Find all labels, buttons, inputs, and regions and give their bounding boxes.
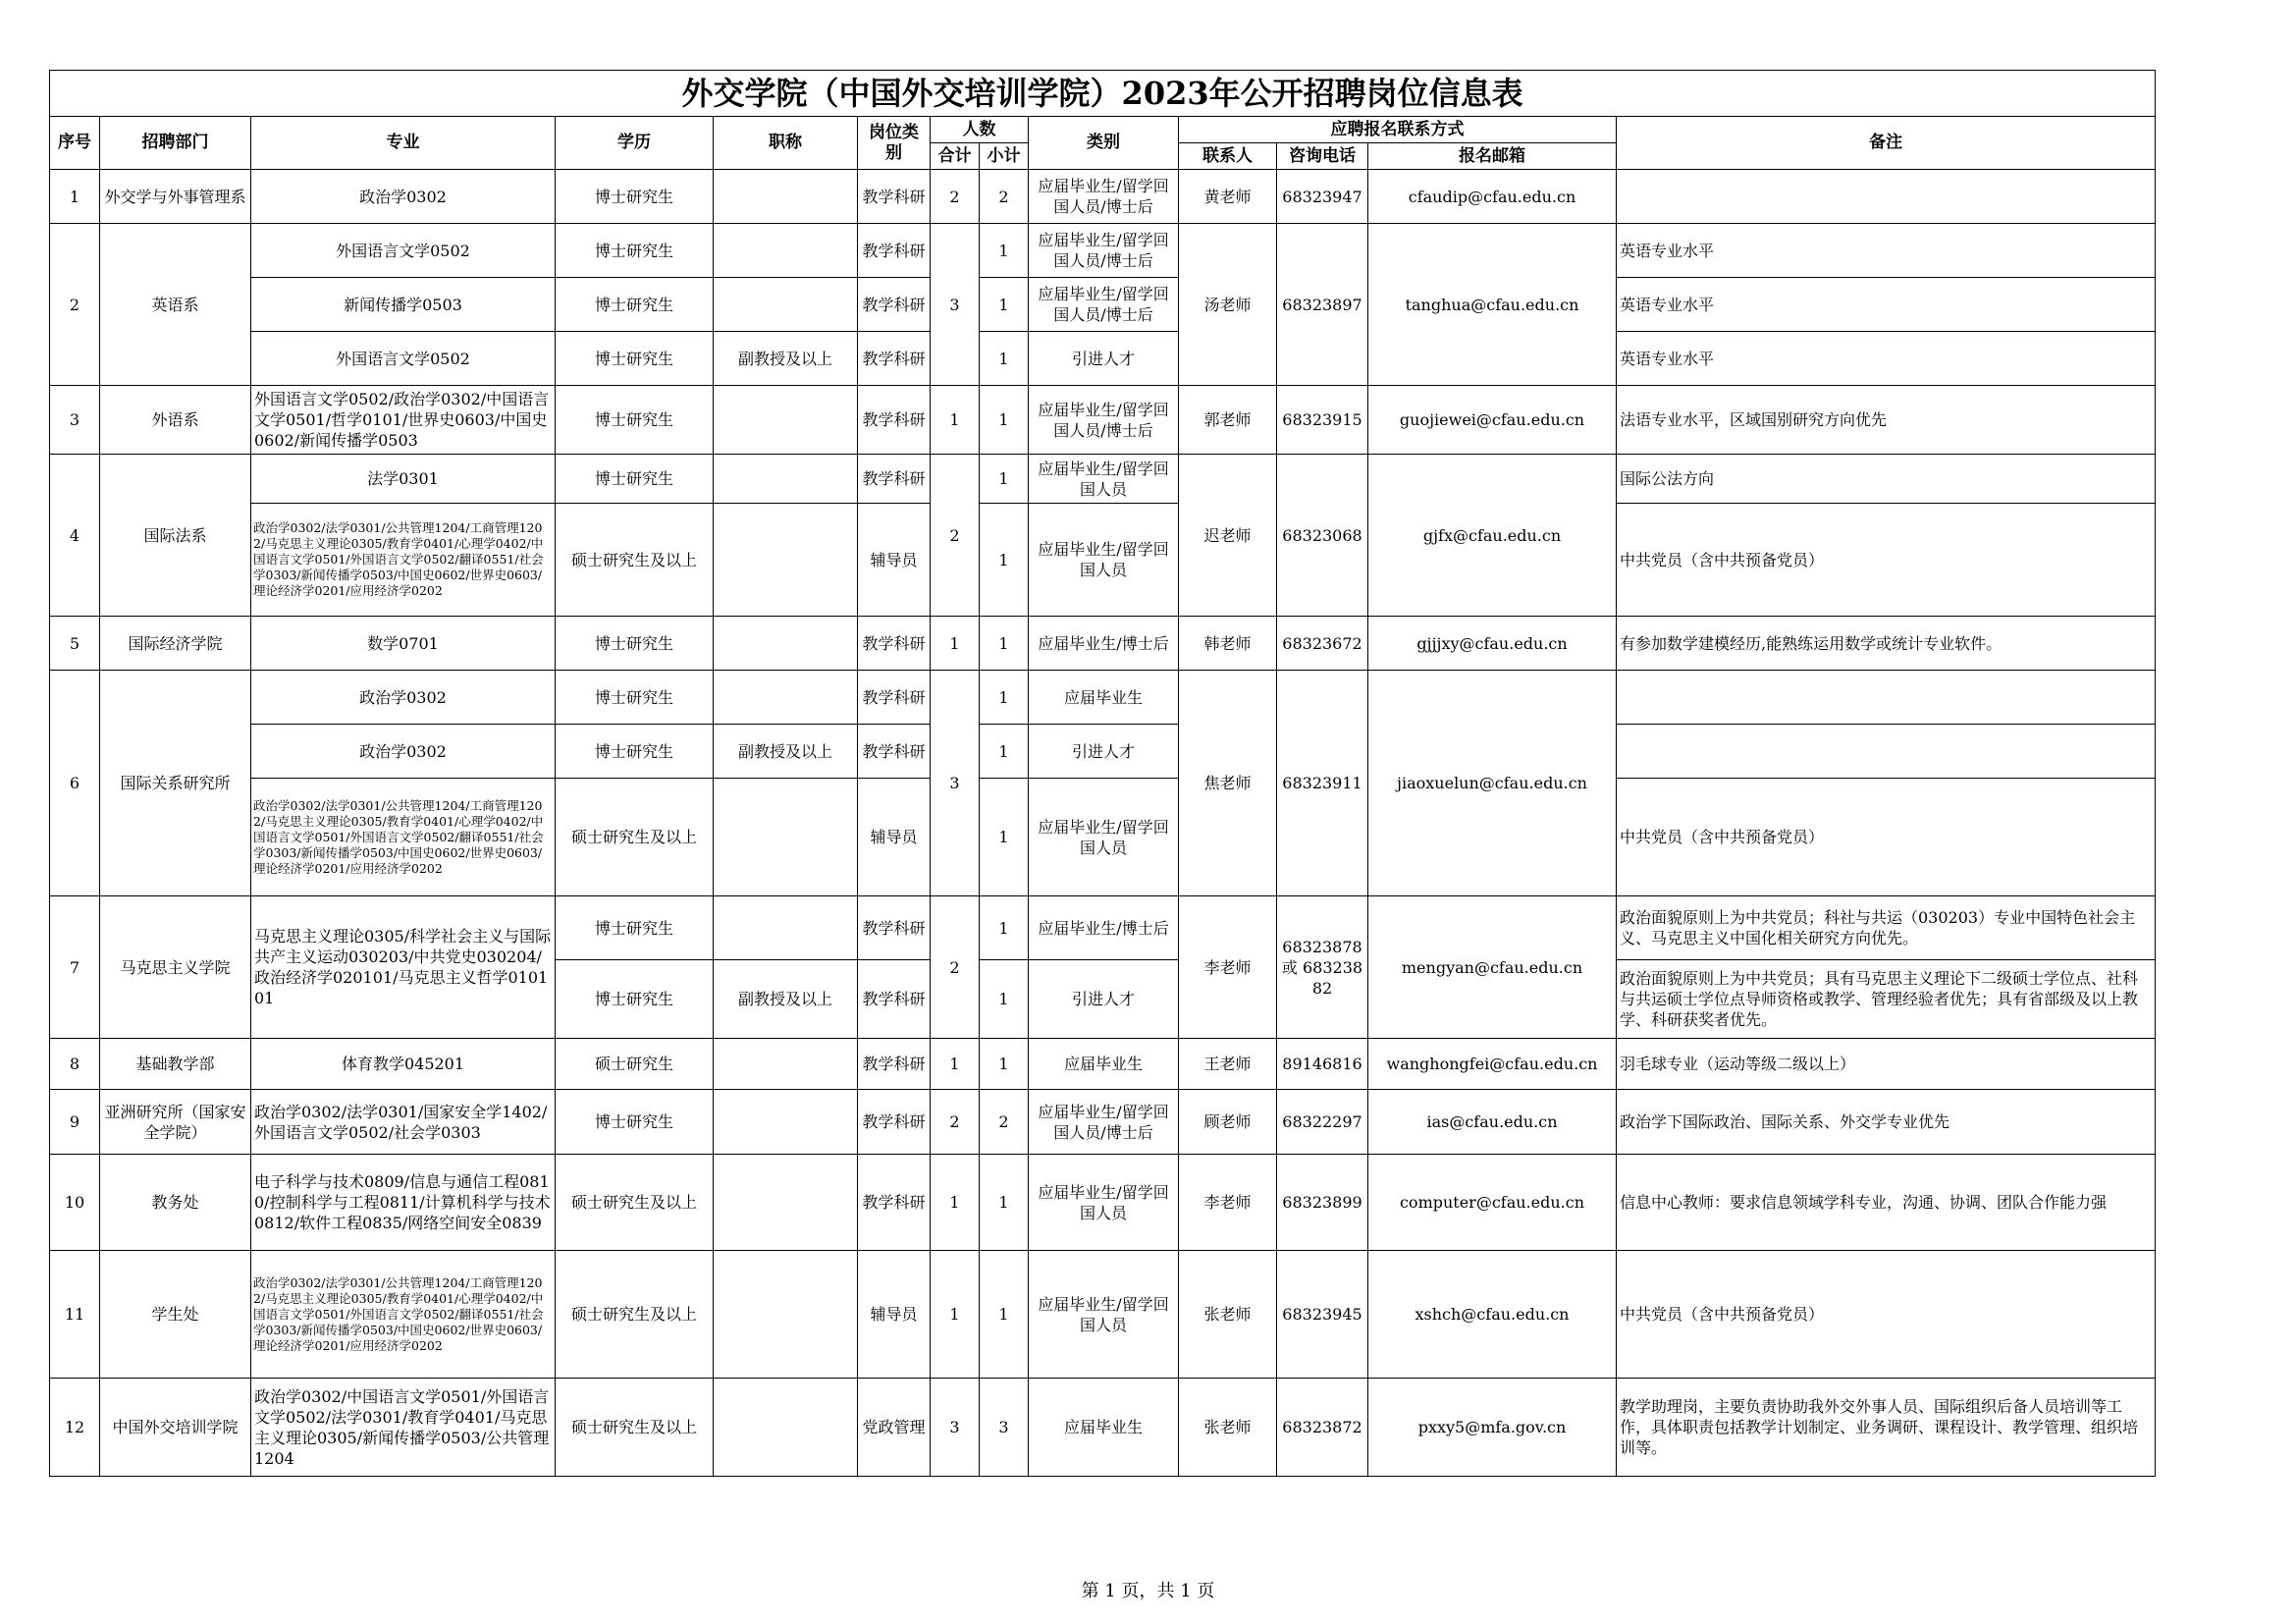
cell-total: 3	[931, 671, 980, 896]
table-row	[50, 170, 2156, 224]
cell-note: 教学助理岗，主要负责协助我外交外事人员、国际组织后备人员培训等工作，具体职责包括教学计划制定、业务调研、课程设计、教学管理、组织培训等。	[1617, 1379, 2156, 1477]
cell-seq: 7	[50, 896, 100, 1039]
col-header-contact: 联系人	[1179, 143, 1277, 170]
cell-sub: 3	[980, 1379, 1029, 1477]
cell-total: 1	[931, 1039, 980, 1090]
cell-post: 教学科研	[858, 725, 931, 779]
cell-seq: 8	[50, 1039, 100, 1090]
col-header-category: 类别	[1029, 117, 1179, 170]
cell-category: 应届毕业生	[1029, 671, 1179, 725]
cell-note: 英语专业水平	[1617, 224, 2156, 278]
cell-degree: 博士研究生	[556, 725, 714, 779]
cell-seq: 12	[50, 1379, 100, 1477]
cell-dept: 中国外交培训学院	[100, 1379, 251, 1477]
cell-phone: 68323872	[1277, 1379, 1368, 1477]
cell-sub: 1	[980, 725, 1029, 779]
cell-sub: 1	[980, 671, 1029, 725]
page-title: 外交学院（中国外交培训学院）2023年公开招聘岗位信息表	[50, 71, 2156, 117]
cell-rank	[714, 779, 858, 896]
cell-note: 政治面貌原则上为中共党员；科社与共运（030203）专业中国特色社会主义、马克思主义中国化相关研究方向优先。	[1617, 896, 2156, 960]
cell-post: 教学科研	[858, 224, 931, 278]
page-footer: 第 1 页，共 1 页	[1081, 1581, 1215, 1601]
cell-note: 羽毛球专业（运动等级二级以上）	[1617, 1039, 2156, 1090]
cell-contact: 郭老师	[1179, 386, 1277, 455]
cell-major: 政治学0302/中国语言文学0501/外国语言文学0502/法学0301/教育学0401/马克思主义理论0305/新闻传播学0503/公共管理1204	[251, 1379, 556, 1477]
table-row	[50, 386, 2156, 455]
col-header-seq: 序号	[50, 117, 100, 170]
col-header-major: 专业	[251, 117, 556, 170]
col-header-dept: 招聘部门	[100, 117, 251, 170]
cell-major: 政治学0302	[251, 725, 556, 779]
cell-email: gjjjxy@cfau.edu.cn	[1368, 617, 1617, 671]
cell-email: guojiewei@cfau.edu.cn	[1368, 386, 1617, 455]
cell-contact: 李老师	[1179, 1155, 1277, 1251]
cell-post: 教学科研	[858, 1039, 931, 1090]
cell-category: 引进人才	[1029, 725, 1179, 779]
cell-note: 中共党员（含中共预备党员）	[1617, 504, 2156, 617]
cell-phone: 68323911	[1277, 671, 1368, 896]
recruitment-table	[49, 70, 2156, 1477]
cell-category: 应届毕业生/留学回国人员	[1029, 1251, 1179, 1379]
cell-major: 外国语言文学0502	[251, 332, 556, 386]
cell-degree: 硕士研究生及以上	[556, 779, 714, 896]
cell-phone: 68323945	[1277, 1251, 1368, 1379]
table-row	[50, 1090, 2156, 1155]
cell-contact: 黄老师	[1179, 170, 1277, 224]
cell-email: ias@cfau.edu.cn	[1368, 1090, 1617, 1155]
cell-dept: 学生处	[100, 1251, 251, 1379]
cell-dept: 国际法系	[100, 455, 251, 617]
table-row	[50, 896, 2156, 960]
cell-degree: 博士研究生	[556, 224, 714, 278]
cell-seq: 5	[50, 617, 100, 671]
cell-rank	[714, 224, 858, 278]
col-header-phone: 咨询电话	[1277, 143, 1368, 170]
col-header-count: 人数	[931, 117, 1029, 143]
col-header-degree: 学历	[556, 117, 714, 170]
cell-major: 新闻传播学0503	[251, 278, 556, 332]
cell-seq: 3	[50, 386, 100, 455]
cell-email: pxxy5@mfa.gov.cn	[1368, 1379, 1617, 1477]
cell-category: 应届毕业生/留学回国人员	[1029, 504, 1179, 617]
cell-phone: 68323068	[1277, 455, 1368, 617]
table-row	[50, 224, 2156, 278]
cell-rank	[714, 671, 858, 725]
cell-note: 有参加数学建模经历,能熟练运用数学或统计专业软件。	[1617, 617, 2156, 671]
cell-post: 教学科研	[858, 671, 931, 725]
cell-total: 2	[931, 1090, 980, 1155]
cell-sub: 1	[980, 224, 1029, 278]
cell-rank: 副教授及以上	[714, 960, 858, 1039]
cell-total: 3	[931, 1379, 980, 1477]
table-row	[50, 671, 2156, 725]
cell-category: 应届毕业生/留学回国人员/博士后	[1029, 278, 1179, 332]
table-row	[50, 1379, 2156, 1477]
cell-email: jiaoxuelun@cfau.edu.cn	[1368, 671, 1617, 896]
table-row	[50, 617, 2156, 671]
cell-seq: 1	[50, 170, 100, 224]
cell-contact: 韩老师	[1179, 617, 1277, 671]
cell-sub: 1	[980, 1155, 1029, 1251]
cell-rank	[714, 896, 858, 960]
cell-contact: 张老师	[1179, 1251, 1277, 1379]
cell-note: 中共党员（含中共预备党员）	[1617, 779, 2156, 896]
cell-major: 政治学0302	[251, 170, 556, 224]
cell-post: 教学科研	[858, 386, 931, 455]
cell-post: 辅导员	[858, 1251, 931, 1379]
cell-degree: 硕士研究生	[556, 1039, 714, 1090]
cell-note: 中共党员（含中共预备党员）	[1617, 1251, 2156, 1379]
cell-sub: 1	[980, 504, 1029, 617]
cell-post: 教学科研	[858, 960, 931, 1039]
cell-post: 教学科研	[858, 896, 931, 960]
cell-total: 1	[931, 386, 980, 455]
cell-degree: 博士研究生	[556, 617, 714, 671]
cell-email: cfaudip@cfau.edu.cn	[1368, 170, 1617, 224]
cell-rank	[714, 455, 858, 504]
cell-major: 政治学0302/法学0301/公共管理1204/工商管理1202/马克思主义理论0305/教育学0401/心理学0402/中国语言文学0501/外国语言文学0502/翻译0551/社会学0303/新闻传播学0503/中国史0602/世界史0603/理论经济学0201/应用经济学0202	[251, 1251, 556, 1379]
cell-note	[1617, 671, 2156, 725]
col-header-total: 合计	[931, 143, 980, 170]
cell-major: 法学0301	[251, 455, 556, 504]
cell-major: 数学0701	[251, 617, 556, 671]
cell-major: 电子科学与技术0809/信息与通信工程0810/控制科学与工程0811/计算机科学与技术0812/软件工程0835/网络空间安全0839	[251, 1155, 556, 1251]
cell-degree: 博士研究生	[556, 896, 714, 960]
cell-sub: 1	[980, 779, 1029, 896]
cell-seq: 6	[50, 671, 100, 896]
cell-post: 教学科研	[858, 170, 931, 224]
cell-phone: 68323947	[1277, 170, 1368, 224]
cell-seq: 9	[50, 1090, 100, 1155]
cell-total: 2	[931, 170, 980, 224]
cell-post: 教学科研	[858, 617, 931, 671]
cell-degree: 博士研究生	[556, 960, 714, 1039]
cell-category: 应届毕业生	[1029, 1379, 1179, 1477]
cell-total: 2	[931, 896, 980, 1039]
cell-total: 1	[931, 617, 980, 671]
col-header-contact-group: 应聘报名联系方式	[1179, 117, 1617, 143]
cell-dept: 马克思主义学院	[100, 896, 251, 1039]
cell-degree: 硕士研究生及以上	[556, 1251, 714, 1379]
cell-major: 政治学0302/法学0301/公共管理1204/工商管理1202/马克思主义理论0305/教育学0401/心理学0402/中国语言文学0501/外国语言文学0502/翻译0551/社会学0303/新闻传播学0503/中国史0602/世界史0603/理论经济学0201/应用经济学0202	[251, 779, 556, 896]
col-header-rank: 职称	[714, 117, 858, 170]
cell-email: xshch@cfau.edu.cn	[1368, 1251, 1617, 1379]
cell-post: 教学科研	[858, 1155, 931, 1251]
cell-dept: 亚洲研究所（国家安全学院）	[100, 1090, 251, 1155]
cell-category: 应届毕业生/留学回国人员/博士后	[1029, 224, 1179, 278]
cell-category: 应届毕业生/留学回国人员/博士后	[1029, 386, 1179, 455]
cell-major: 外国语言文学0502/政治学0302/中国语言文学0501/哲学0101/世界史0603/中国史0602/新闻传播学0503	[251, 386, 556, 455]
cell-category: 应届毕业生/博士后	[1029, 617, 1179, 671]
cell-category: 应届毕业生/留学回国人员/博士后	[1029, 170, 1179, 224]
cell-major: 政治学0302/法学0301/国家安全学1402/外国语言文学0502/社会学0303	[251, 1090, 556, 1155]
cell-rank: 副教授及以上	[714, 332, 858, 386]
cell-phone: 68323897	[1277, 224, 1368, 386]
cell-total: 1	[931, 1251, 980, 1379]
cell-note: 政治学下国际政治、国际关系、外交学专业优先	[1617, 1090, 2156, 1155]
cell-note: 法语专业水平，区域国别研究方向优先	[1617, 386, 2156, 455]
cell-rank	[714, 617, 858, 671]
cell-post: 辅导员	[858, 779, 931, 896]
cell-rank	[714, 386, 858, 455]
cell-seq: 11	[50, 1251, 100, 1379]
cell-contact: 焦老师	[1179, 671, 1277, 896]
cell-contact: 李老师	[1179, 896, 1277, 1039]
cell-dept: 国际经济学院	[100, 617, 251, 671]
col-header-email: 报名邮箱	[1368, 143, 1617, 170]
table-row	[50, 278, 2156, 332]
cell-post: 教学科研	[858, 332, 931, 386]
cell-note	[1617, 725, 2156, 779]
cell-contact: 顾老师	[1179, 1090, 1277, 1155]
col-header-post-type: 岗位类别	[858, 117, 931, 170]
cell-note: 英语专业水平	[1617, 278, 2156, 332]
cell-post: 党政管理	[858, 1379, 931, 1477]
cell-email: mengyan@cfau.edu.cn	[1368, 896, 1617, 1039]
cell-category: 应届毕业生/留学回国人员	[1029, 779, 1179, 896]
cell-contact: 迟老师	[1179, 455, 1277, 617]
cell-seq: 2	[50, 224, 100, 386]
cell-category: 应届毕业生/留学回国人员	[1029, 1155, 1179, 1251]
cell-degree: 博士研究生	[556, 278, 714, 332]
cell-dept: 英语系	[100, 224, 251, 386]
table-row	[50, 725, 2156, 779]
cell-dept: 外交学与外事管理系	[100, 170, 251, 224]
cell-rank	[714, 1379, 858, 1477]
cell-sub: 1	[980, 1251, 1029, 1379]
col-header-remark: 备注	[1617, 117, 2156, 170]
cell-sub: 1	[980, 455, 1029, 504]
cell-phone: 68323899	[1277, 1155, 1368, 1251]
table-row	[50, 332, 2156, 386]
cell-note: 国际公法方向	[1617, 455, 2156, 504]
cell-rank: 副教授及以上	[714, 725, 858, 779]
cell-major: 马克思主义理论0305/科学社会主义与国际共产主义运动030203/中共党史030204/政治经济学020101/马克思主义哲学010101	[251, 896, 556, 1039]
cell-degree: 博士研究生	[556, 332, 714, 386]
cell-phone: 68322297	[1277, 1090, 1368, 1155]
cell-degree: 博士研究生	[556, 455, 714, 504]
cell-dept: 基础教学部	[100, 1039, 251, 1090]
cell-category: 应届毕业生	[1029, 1039, 1179, 1090]
cell-email: tanghua@cfau.edu.cn	[1368, 224, 1617, 386]
cell-major: 政治学0302	[251, 671, 556, 725]
table-row	[50, 1039, 2156, 1090]
cell-sub: 2	[980, 1090, 1029, 1155]
cell-degree: 硕士研究生及以上	[556, 1379, 714, 1477]
cell-sub: 1	[980, 617, 1029, 671]
cell-rank	[714, 1090, 858, 1155]
cell-degree: 硕士研究生及以上	[556, 1155, 714, 1251]
cell-rank	[714, 170, 858, 224]
cell-sub: 1	[980, 960, 1029, 1039]
cell-degree: 硕士研究生及以上	[556, 504, 714, 617]
table-row	[50, 1251, 2156, 1379]
table-row	[50, 1155, 2156, 1251]
cell-degree: 博士研究生	[556, 386, 714, 455]
cell-total: 2	[931, 455, 980, 617]
cell-major: 政治学0302/法学0301/公共管理1204/工商管理1202/马克思主义理论0305/教育学0401/心理学0402/中国语言文学0501/外国语言文学0502/翻译0551/社会学0303/新闻传播学0503/中国史0602/世界史0603/理论经济学0201/应用经济学0202	[251, 504, 556, 617]
cell-rank	[714, 504, 858, 617]
cell-seq: 10	[50, 1155, 100, 1251]
cell-sub: 2	[980, 170, 1029, 224]
cell-phone: 68323915	[1277, 386, 1368, 455]
cell-post: 教学科研	[858, 1090, 931, 1155]
col-header-subtotal: 小计	[980, 143, 1029, 170]
cell-email: computer@cfau.edu.cn	[1368, 1155, 1617, 1251]
table-row	[50, 504, 2156, 617]
cell-degree: 博士研究生	[556, 671, 714, 725]
cell-note: 信息中心教师：要求信息领域学科专业，沟通、协调、团队合作能力强	[1617, 1155, 2156, 1251]
cell-category: 引进人才	[1029, 332, 1179, 386]
cell-contact: 张老师	[1179, 1379, 1277, 1477]
cell-phone: 68323672	[1277, 617, 1368, 671]
cell-phone: 68323878 或 68323882	[1277, 896, 1368, 1039]
cell-note: 英语专业水平	[1617, 332, 2156, 386]
cell-category: 引进人才	[1029, 960, 1179, 1039]
table-row	[50, 455, 2156, 504]
cell-sub: 1	[980, 332, 1029, 386]
cell-post: 教学科研	[858, 278, 931, 332]
cell-total: 3	[931, 224, 980, 386]
cell-degree: 博士研究生	[556, 170, 714, 224]
cell-email: wanghongfei@cfau.edu.cn	[1368, 1039, 1617, 1090]
cell-category: 应届毕业生/留学回国人员/博士后	[1029, 1090, 1179, 1155]
cell-contact: 王老师	[1179, 1039, 1277, 1090]
cell-contact: 汤老师	[1179, 224, 1277, 386]
cell-sub: 1	[980, 278, 1029, 332]
cell-total: 1	[931, 1155, 980, 1251]
cell-dept: 外语系	[100, 386, 251, 455]
cell-seq: 4	[50, 455, 100, 617]
cell-dept: 教务处	[100, 1155, 251, 1251]
cell-rank	[714, 278, 858, 332]
table-row	[50, 779, 2156, 896]
cell-rank	[714, 1039, 858, 1090]
cell-phone: 89146816	[1277, 1039, 1368, 1090]
cell-rank	[714, 1155, 858, 1251]
cell-post: 辅导员	[858, 504, 931, 617]
cell-sub: 1	[980, 896, 1029, 960]
cell-category: 应届毕业生/留学回国人员	[1029, 455, 1179, 504]
cell-rank	[714, 1251, 858, 1379]
cell-dept: 国际关系研究所	[100, 671, 251, 896]
cell-note	[1617, 170, 2156, 224]
cell-sub: 1	[980, 1039, 1029, 1090]
cell-major: 体育教学045201	[251, 1039, 556, 1090]
cell-email: gjfx@cfau.edu.cn	[1368, 455, 1617, 617]
cell-major: 外国语言文学0502	[251, 224, 556, 278]
cell-post: 教学科研	[858, 455, 931, 504]
cell-category: 应届毕业生/博士后	[1029, 896, 1179, 960]
cell-note: 政治面貌原则上为中共党员；具有马克思主义理论下二级硕士学位点、社科与共运硕士学位点导师资格或教学、管理经验者优先；具有省部级及以上教学、科研获奖者优先。	[1617, 960, 2156, 1039]
cell-degree: 博士研究生	[556, 1090, 714, 1155]
cell-sub: 1	[980, 386, 1029, 455]
